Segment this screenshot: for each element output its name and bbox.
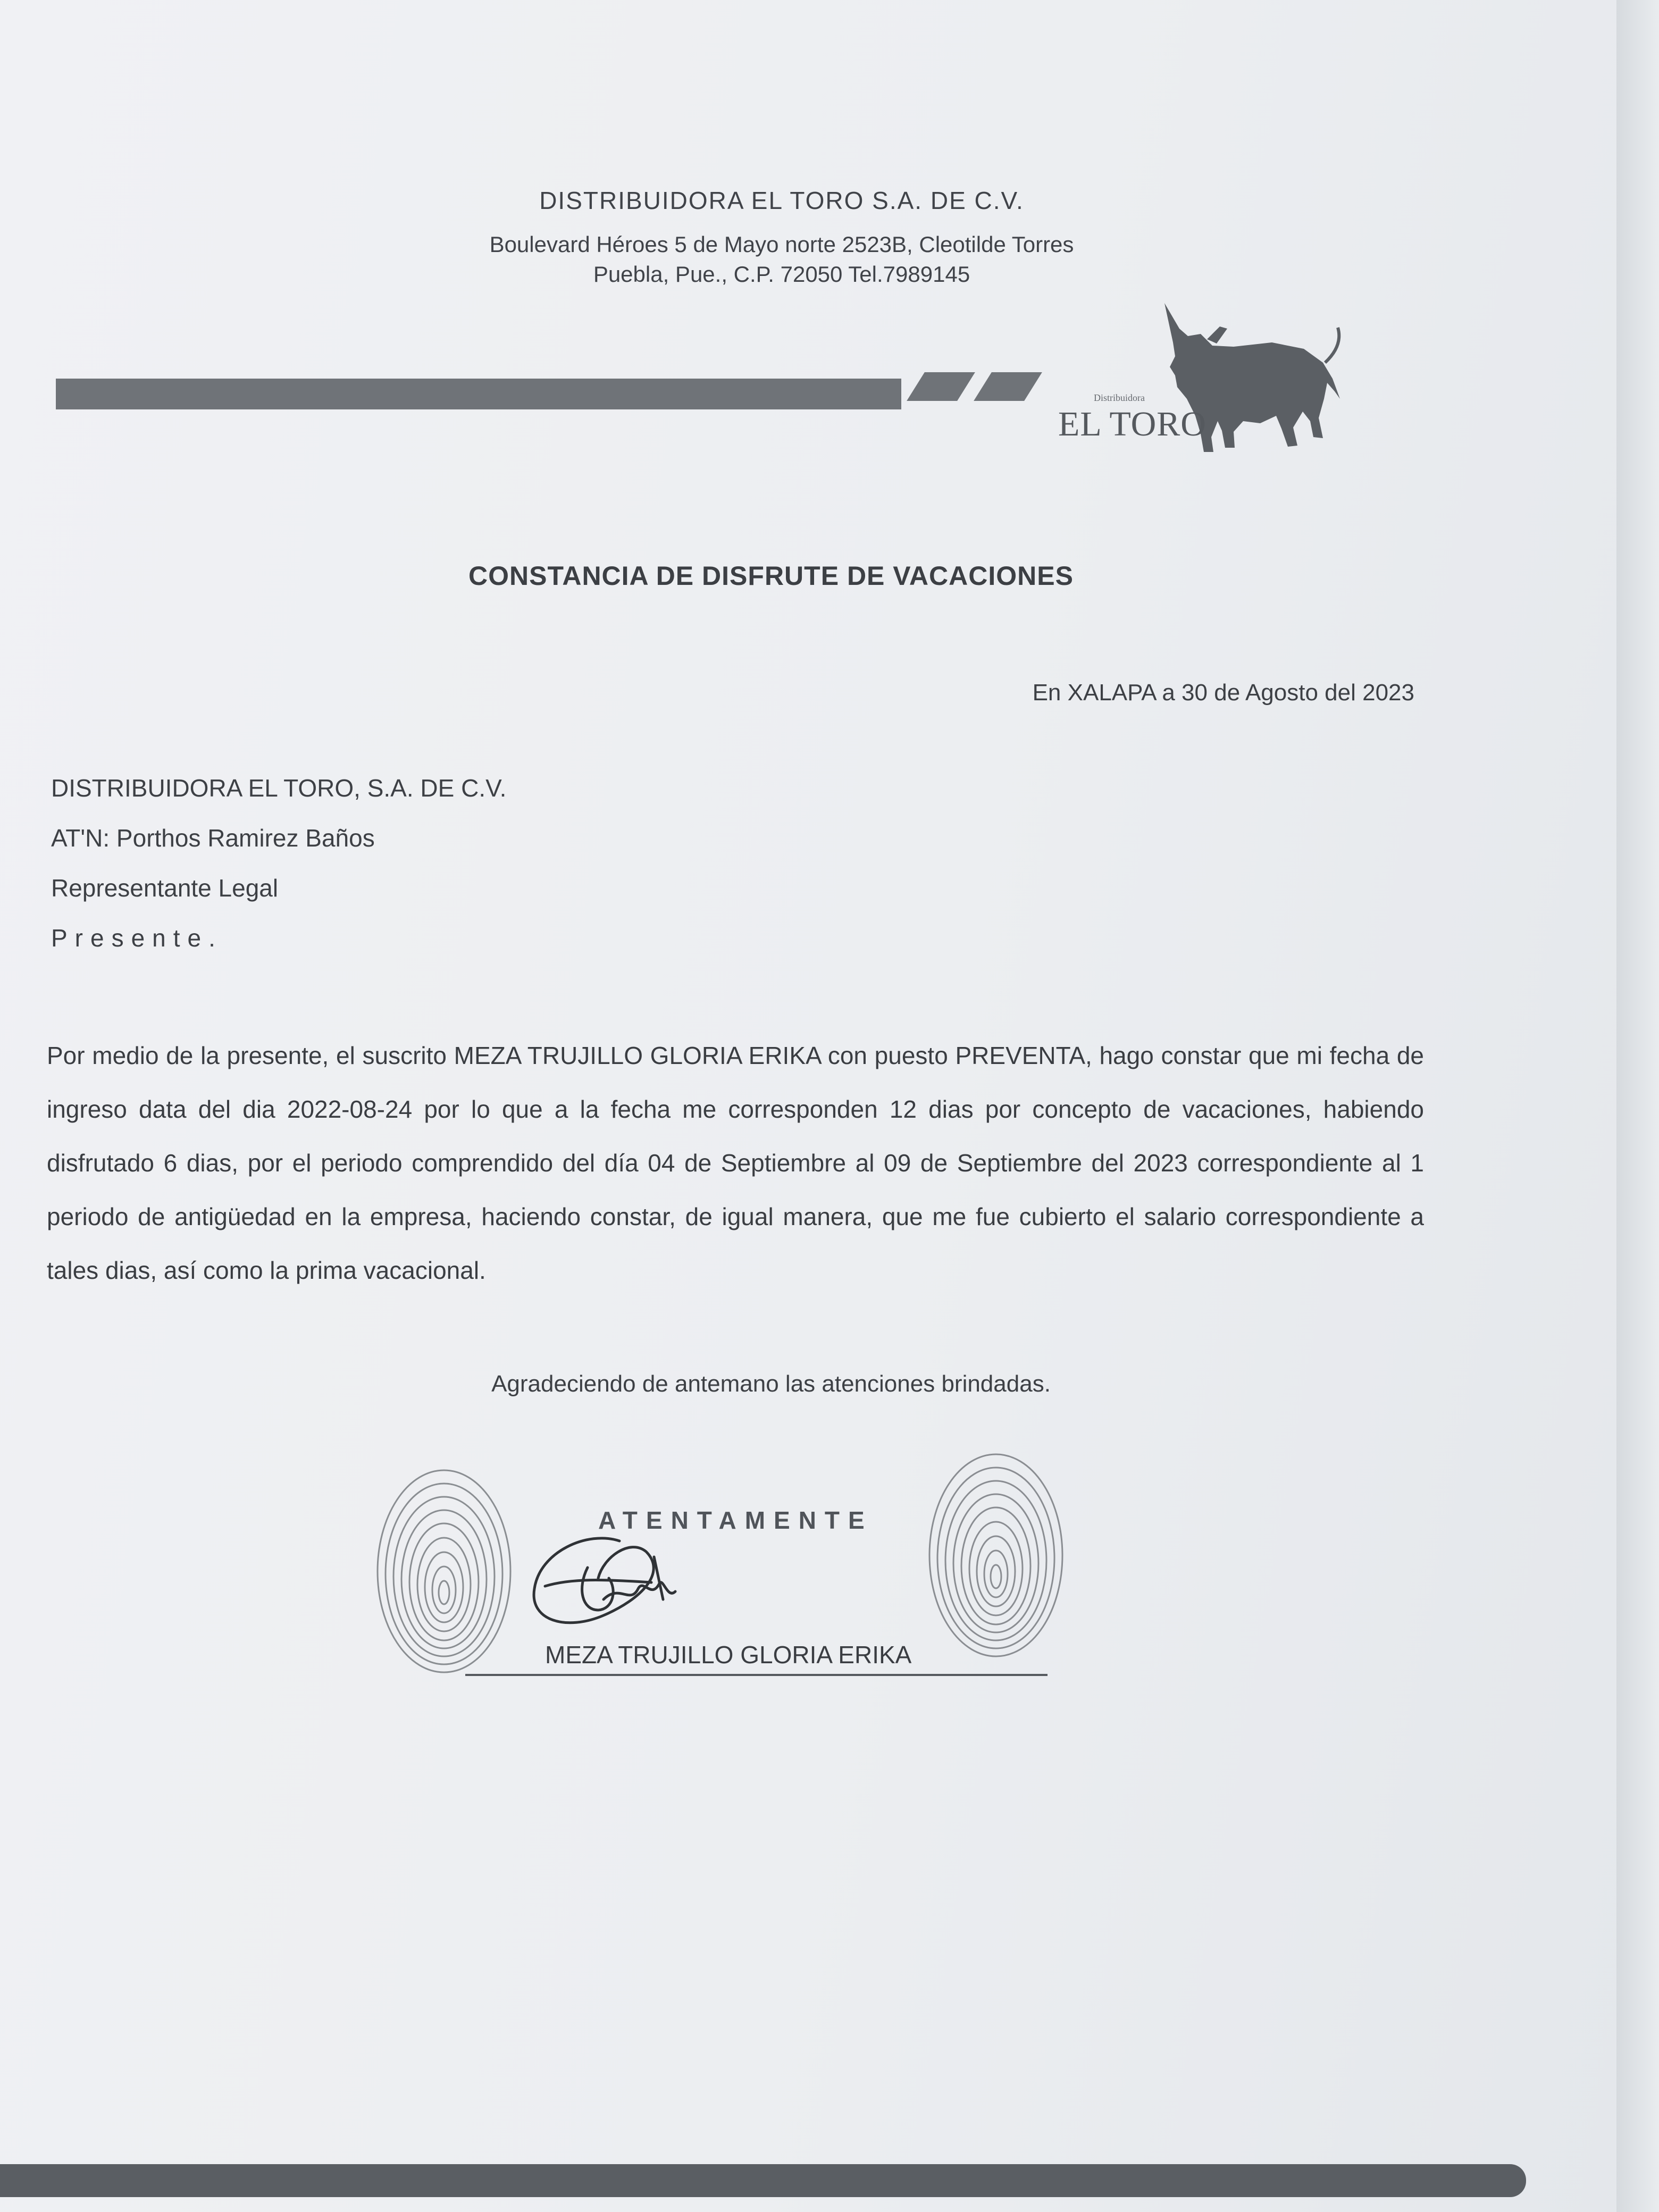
company-address [298,230,1266,289]
signature-line [465,1674,1048,1676]
address-line-2: Puebla, Pue., C.P. 72050 Tel.7989145 [593,262,970,287]
logo-brand-text: EL TORO [1058,405,1206,443]
body-paragraph: Por medio de la presente, el suscrito MEZA TRUJILLO GLORIA ERIKA con puesto PREVENTA, hago constar que mi fecha de ingreso data del dia 2022-08-24 por lo que a la fecha me corresponden 12 dias por concepto de vacaciones, habiendo disfrutado 6 dias, por el periodo comprendido del día 04 de Septiembre al 09 de Septiembre del 2023 correspondiente al 1 periodo de antigüedad en la empresa, haciendo constar, de igual manera, que me fue cubierto el salario correspondiente a tales dias, así como la prima vacacional. [47,1042,1424,1284]
place-date: En XALAPA a 30 de Agosto del 2023 [1032,680,1414,706]
address-line-1: Boulevard Héroes 5 de Mayo norte 2523B, Cleotilde Torres [489,232,1074,257]
company-name: DISTRIBUIDORA EL TORO S.A. DE C.V. [539,187,1024,214]
atentamente-label: ATENTAMENTE [598,1506,873,1534]
header-bar-tab [907,372,975,401]
company-logo [1042,298,1361,457]
header-divider-bar [56,379,901,409]
recipient-attention: AT'N: Porthos Ramirez Baños [51,824,375,852]
closing-thanks: Agradeciendo de antemano las atenciones brindadas. [491,1371,1051,1397]
recipient-role: Representante Legal [51,874,279,902]
fingerprint-left-icon [372,1465,516,1678]
letterhead [298,186,1266,289]
footer-bar [0,2164,1526,2197]
recipient-block [51,774,506,974]
fingerprint-right-icon [924,1449,1068,1662]
signer-name: MEZA TRUJILLO GLORIA ERIKA [545,1641,912,1669]
recipient-company: DISTRIBUIDORA EL TORO, S.A. DE C.V. [51,774,507,802]
document-title: CONSTANCIA DE DISFRUTE DE VACACIONES [468,561,1074,591]
recipient-presente: Presente. [51,924,223,952]
handwritten-signature [524,1520,699,1647]
desk-background [1616,0,1659,2212]
logo-small-text: Distribuidora [1094,392,1145,403]
header-bar-tab [974,372,1042,401]
